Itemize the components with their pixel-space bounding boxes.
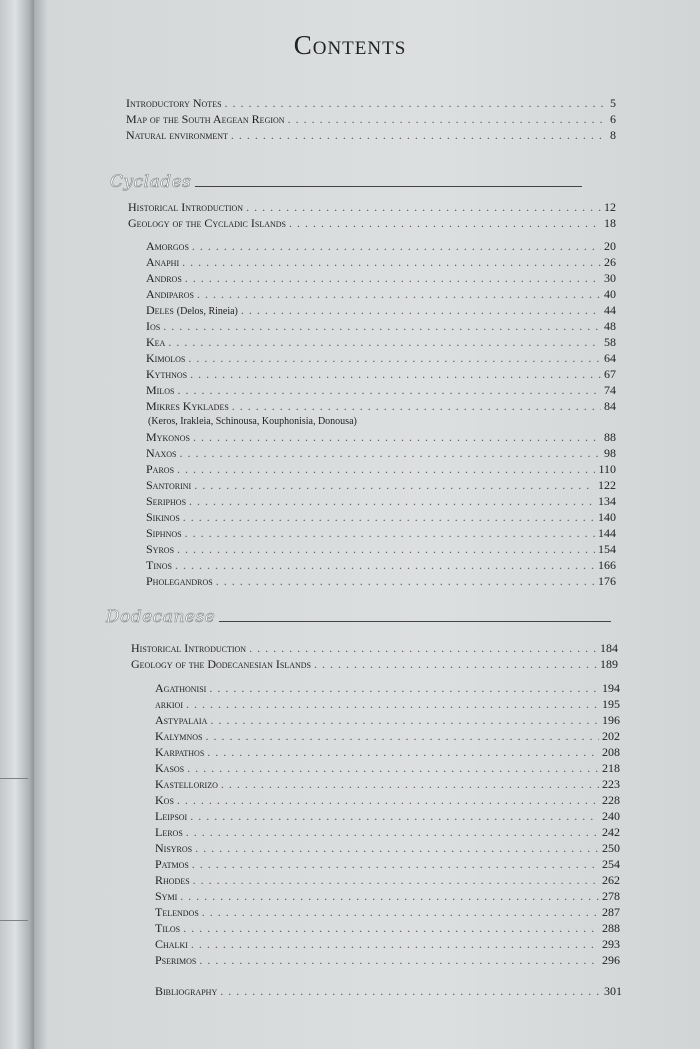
toc-page-number: 26 — [604, 255, 616, 269]
toc-entry[interactable] — [155, 840, 620, 856]
dot-leader — [249, 640, 597, 656]
toc-entry-label: Kos — [155, 793, 174, 807]
toc-page-number: 140 — [598, 510, 616, 524]
toc-entry[interactable] — [131, 656, 618, 672]
dot-leader — [288, 111, 607, 127]
dot-leader — [191, 936, 599, 952]
toc-entry-label: Patmos — [155, 857, 189, 871]
toc-page-number: 5 — [610, 96, 616, 110]
toc-entry-label: Tilos — [155, 921, 181, 935]
toc-page-number: 194 — [602, 681, 620, 695]
dodecanese-heading-text: Dodecanese — [106, 607, 216, 627]
toc-page-number: 144 — [598, 526, 616, 540]
toc-page-number: 98 — [604, 446, 616, 460]
dot-leader — [163, 318, 601, 334]
toc-entry-label: Astypalaia — [155, 713, 208, 727]
toc-page-number: 278 — [602, 889, 620, 903]
toc-entry[interactable] — [126, 111, 616, 127]
toc-entry[interactable] — [128, 199, 616, 215]
toc-entry[interactable] — [155, 760, 620, 776]
toc-entry-label: Siphnos — [146, 526, 182, 540]
toc-entry[interactable] — [126, 127, 616, 143]
toc-entry-label: Kythnos — [146, 367, 188, 381]
book-spine — [0, 0, 34, 1049]
toc-entry-label: Chalki — [155, 937, 188, 951]
toc-entry[interactable] — [146, 398, 616, 414]
dot-leader — [186, 824, 599, 840]
toc-entry-label: Natural environment — [126, 128, 228, 142]
toc-entry-label: Bibliography — [155, 984, 218, 998]
toc-page-number: 74 — [604, 383, 616, 397]
toc-entry-label: Pserimos — [155, 953, 197, 967]
dot-leader — [199, 952, 599, 968]
toc-entry[interactable] — [155, 696, 620, 712]
toc-entry-label: Seriphos — [146, 494, 187, 508]
toc-entry-label: Mykonos — [146, 430, 191, 444]
dot-leader — [180, 888, 599, 904]
toc-entry-label: Leros — [155, 825, 183, 839]
toc-entry[interactable] — [155, 952, 620, 968]
cyclades-section-heading — [110, 172, 582, 192]
toc-entry[interactable] — [155, 824, 620, 840]
dot-leader — [225, 95, 607, 111]
toc-entry-label: Kasos — [155, 761, 185, 775]
dot-leader — [205, 728, 599, 744]
toc-page-number: 166 — [598, 558, 616, 572]
toc-entry[interactable] — [146, 493, 616, 509]
toc-entry-label: Paros — [146, 462, 175, 476]
toc-page-number: 110 — [598, 462, 616, 476]
toc-subnote: (Keros, Irakleia, Schinousa, Kouphonisia, Donousa) — [148, 416, 357, 427]
toc-entry-label: Milos — [146, 383, 175, 397]
toc-entry[interactable] — [126, 95, 616, 111]
toc-page-number: 242 — [602, 825, 620, 839]
toc-entry[interactable] — [146, 350, 616, 366]
dot-leader — [177, 792, 599, 808]
toc-page-number: 184 — [600, 641, 618, 655]
toc-page-number: 301 — [604, 984, 622, 998]
dot-leader — [187, 760, 599, 776]
toc-entry[interactable] — [146, 429, 616, 445]
toc-page-number: 67 — [604, 367, 616, 381]
toc-page-number: 64 — [604, 351, 616, 365]
dot-leader — [186, 696, 599, 712]
toc-entry-label: Syros — [146, 542, 175, 556]
toc-entry-label: Historical Introduction — [128, 200, 244, 214]
toc-entry-label: Kalymnos — [155, 729, 203, 743]
dot-leader — [194, 477, 595, 493]
toc-entry[interactable] — [146, 509, 616, 525]
toc-entry[interactable] — [155, 920, 620, 936]
dot-leader — [207, 744, 599, 760]
toc-page-number: 12 — [604, 200, 616, 214]
toc-entry-label: Anaphi — [146, 255, 180, 269]
toc-page-number: 18 — [604, 216, 616, 230]
spine-mark — [0, 920, 28, 921]
toc-entry[interactable] — [155, 856, 620, 872]
toc-page-number: 254 — [602, 857, 620, 871]
toc-page-number: 189 — [600, 657, 618, 671]
toc-entry-label: Symi — [155, 889, 178, 903]
toc-entry[interactable] — [146, 541, 616, 557]
toc-page-number: 202 — [602, 729, 620, 743]
toc-entry[interactable] — [146, 254, 616, 270]
toc-entry-label: Telendos — [155, 905, 199, 919]
toc-page-number: 218 — [602, 761, 620, 775]
dot-leader — [209, 680, 599, 696]
toc-entry[interactable] — [155, 744, 620, 760]
dot-leader — [185, 270, 601, 286]
toc-entry[interactable] — [155, 808, 620, 824]
toc-page-number: 154 — [598, 542, 616, 556]
toc-entry[interactable] — [155, 712, 620, 728]
toc-page-number: 228 — [602, 793, 620, 807]
dot-leader — [193, 429, 601, 445]
toc-entry-label: Kimolos — [146, 351, 186, 365]
dot-leader — [195, 840, 599, 856]
dot-leader — [220, 983, 601, 999]
dot-leader — [314, 656, 597, 672]
toc-page-number: 293 — [602, 937, 620, 951]
toc-entry[interactable] — [146, 302, 616, 318]
toc-page-number: 195 — [602, 697, 620, 711]
toc-page-number: 223 — [602, 777, 620, 791]
dot-leader — [177, 382, 601, 398]
toc-entry-label: Naxos — [146, 446, 177, 460]
toc-entry[interactable] — [146, 270, 616, 286]
dot-leader — [231, 127, 607, 143]
dodecanese-heading-rule — [219, 621, 611, 622]
cyclades-general-entries — [128, 199, 616, 231]
toc-entry[interactable] — [146, 445, 616, 461]
toc-entry-label: Kea — [146, 335, 166, 349]
dot-leader — [197, 286, 601, 302]
toc-entry-label: arkioi — [155, 697, 183, 711]
toc-entry[interactable] — [155, 792, 620, 808]
cyclades-heading-rule — [195, 186, 582, 187]
dot-leader — [193, 872, 599, 888]
toc-entry-label: Deles — [146, 303, 174, 317]
dot-leader — [216, 573, 595, 589]
toc-entry-label: Leipsoi — [155, 809, 188, 823]
toc-entry-sublabel: (Delos, Rineia) — [176, 306, 238, 317]
toc-entry-label: Pholegandros — [146, 574, 213, 588]
dot-leader — [185, 525, 595, 541]
toc-page-number: 288 — [602, 921, 620, 935]
dot-leader — [183, 509, 595, 525]
toc-entry[interactable] — [146, 477, 616, 493]
toc-page-number: 208 — [602, 745, 620, 759]
toc-page-number: 8 — [610, 128, 616, 142]
dot-leader — [221, 776, 599, 792]
toc-entry[interactable] — [155, 888, 620, 904]
dodecanese-general-entries — [131, 640, 618, 672]
dot-leader — [246, 199, 601, 215]
toc-entry-label: Historical Introduction — [131, 641, 247, 655]
toc-entry-label: Geology of the Dodecanesian Islands — [131, 657, 311, 671]
dot-leader — [183, 920, 599, 936]
toc-page-number: 6 — [610, 112, 616, 126]
dot-leader — [210, 712, 599, 728]
toc-page-number: 262 — [602, 873, 620, 887]
toc-entry-label: Kastellorizo — [155, 777, 218, 791]
dot-leader — [168, 334, 601, 350]
spine-mark — [0, 778, 28, 779]
dot-leader — [190, 366, 601, 382]
page-title: Contents — [293, 30, 407, 60]
toc-page-number: 40 — [604, 287, 616, 301]
dot-leader — [179, 445, 601, 461]
toc-entry[interactable] — [146, 573, 616, 589]
toc-page-number: 48 — [604, 319, 616, 333]
toc-entry[interactable] — [146, 366, 616, 382]
dot-leader — [192, 856, 599, 872]
toc-page-number: 84 — [604, 399, 616, 413]
toc-entry[interactable] — [146, 557, 616, 573]
toc-entry[interactable] — [146, 238, 616, 254]
toc-entry-label: Ios — [146, 319, 161, 333]
toc-entry[interactable] — [146, 525, 616, 541]
toc-entry-label: Rhodes — [155, 873, 190, 887]
toc-entry[interactable] — [155, 680, 620, 696]
dot-leader — [177, 461, 595, 477]
toc-entry-label: Amorgos — [146, 239, 189, 253]
dot-leader — [175, 557, 595, 573]
toc-page-number: 134 — [598, 494, 616, 508]
dot-leader — [188, 350, 601, 366]
toc-entry[interactable] — [146, 286, 616, 302]
toc-page-number: 30 — [604, 271, 616, 285]
dot-leader — [177, 541, 595, 557]
toc-page-number: 122 — [598, 478, 616, 492]
toc-entry-label: Introductory Notes — [126, 96, 222, 110]
dot-leader — [289, 215, 601, 231]
toc-entry-label: Sikinos — [146, 510, 180, 524]
dot-leader — [182, 254, 601, 270]
dot-leader — [190, 808, 599, 824]
toc-entry[interactable] — [131, 640, 618, 656]
dot-leader — [241, 302, 601, 318]
toc-entry[interactable] — [146, 461, 616, 477]
toc-entry-label: Agathonisi — [155, 681, 207, 695]
toc-entry[interactable] — [146, 382, 616, 398]
toc-entry[interactable] — [155, 728, 620, 744]
toc-page-number: 44 — [604, 303, 616, 317]
dot-leader — [192, 238, 601, 254]
toc-page-number: 20 — [604, 239, 616, 253]
toc-page-number: 176 — [598, 574, 616, 588]
toc-entry-label: Mikres Kyklades — [146, 399, 229, 413]
toc-entry[interactable] — [155, 776, 620, 792]
cyclades-island-entries — [146, 238, 616, 589]
toc-entry-label: Andiparos — [146, 287, 194, 301]
dodecanese-section-heading — [106, 607, 611, 627]
toc-entry-label: Nisyros — [155, 841, 193, 855]
toc-entry[interactable] — [155, 904, 620, 920]
toc-page-number: 88 — [604, 430, 616, 444]
toc-entry-label: Geology of the Cycladic Islands — [128, 216, 286, 230]
dodecanese-island-entries — [155, 680, 620, 968]
toc-page-number: 250 — [602, 841, 620, 855]
dot-leader — [202, 904, 599, 920]
toc-entry-label: Andros — [146, 271, 182, 285]
toc-entry[interactable] — [146, 318, 616, 334]
toc-entry-bibliography[interactable] — [155, 983, 622, 999]
toc-page-number: 58 — [604, 335, 616, 349]
toc-page-number: 196 — [602, 713, 620, 727]
toc-page-number: 296 — [602, 953, 620, 967]
toc-entry-label: Map of the South Aegean Region — [126, 112, 285, 126]
bibliography-entry-list — [155, 983, 622, 999]
toc-entry[interactable] — [155, 936, 620, 952]
toc-page-number: 240 — [602, 809, 620, 823]
dot-leader — [189, 493, 595, 509]
toc-entry[interactable] — [146, 334, 616, 350]
toc-entry[interactable] — [128, 215, 616, 231]
toc-entry-label: Santorini — [146, 478, 192, 492]
dot-leader — [232, 398, 601, 414]
toc-entry[interactable] — [155, 872, 620, 888]
intro-entries — [126, 95, 616, 143]
cyclades-heading-text: Cyclades — [110, 172, 192, 192]
toc-page-number: 287 — [602, 905, 620, 919]
toc-entry-label: Tinos — [146, 558, 172, 572]
toc-entry-label: Karpathos — [155, 745, 205, 759]
